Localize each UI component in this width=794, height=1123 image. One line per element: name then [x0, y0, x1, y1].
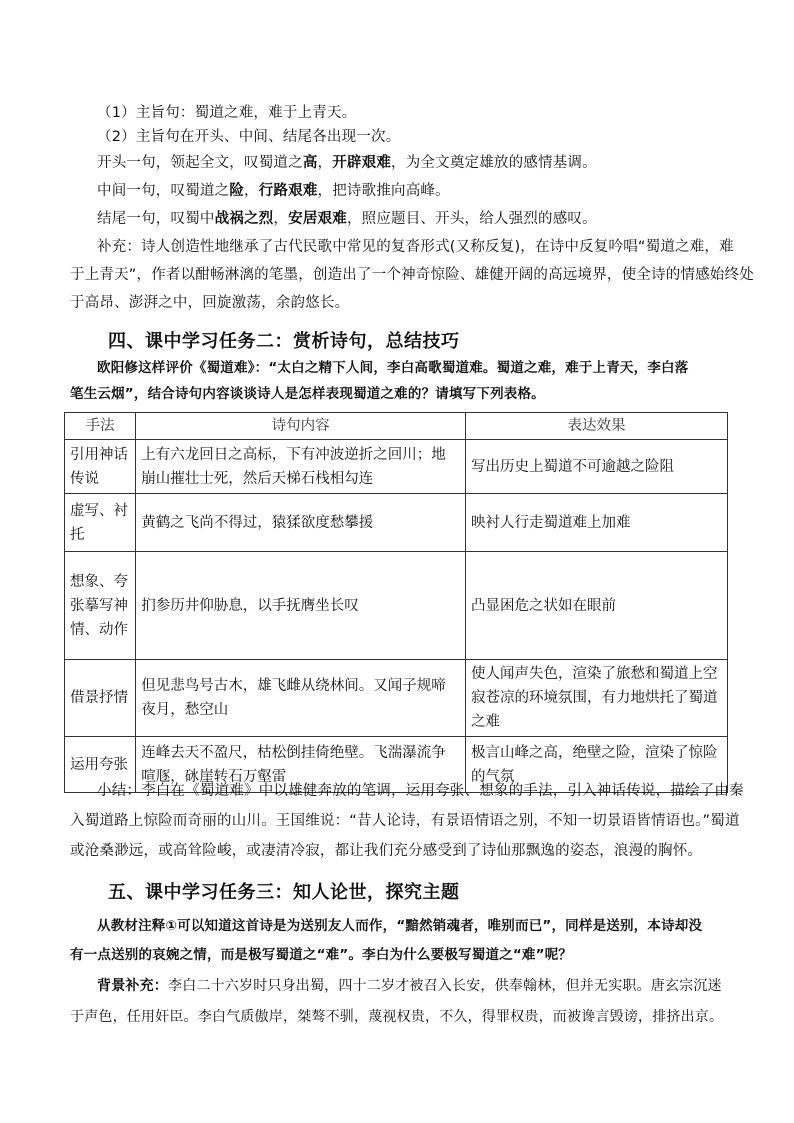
row-method: 虚写、衬托 [65, 494, 136, 552]
summary-line-3: 或沧桑渺远，或高耸险峻，或凄清冷寂，都让我们充分感受到了诗仙那飘逸的姿态，浪漫的胸怀。 [70, 843, 703, 859]
row-content: 但见悲鸟号古木，雄飞雌从绕林间。又闻子规啼夜月，愁空山 [136, 660, 466, 737]
supplement-line-3: 于高昂、澎湃之中，回旋激荡，余韵悠长。 [70, 295, 350, 311]
section-four-intro-2: 笔生云烟”，结合诗句内容谈谈诗人是怎样表现蜀道之难的？请填写下列表格。 [70, 386, 545, 402]
ending-sentence: 结尾一句，叹蜀中战祸之烈，安居艰难，照应题目、开头，给人强烈的感叹。 [97, 211, 597, 227]
row-method: 借景抒情 [65, 660, 136, 737]
row-content: 连峰去天不盈尺，枯松倒挂倚绝壁。飞湍瀑流争喧豗，砯崖转石万壑雷 [136, 737, 466, 793]
table-row [65, 660, 728, 737]
row-content: 黄鹤之飞尚不得过，猿猱欲度愁攀援 [136, 494, 466, 552]
background-line-2: 于声色，任用奸臣。李白气质傲岸，桀骜不驯，蔑视权贵，不久，得罪权贵，而被谗言毁谤，排挤出京。 [70, 1009, 724, 1025]
techniques-table [64, 412, 728, 793]
row-effect: 使人闻声失色，渲染了旅愁和蜀道上空寂苍凉的环境氛围，有力地烘托了蜀道之难 [465, 660, 727, 737]
section-four-intro-1: 欧阳修这样评价《蜀道难》：“太白之精下人间，李白高歌蜀道难。蜀道之难，难于上青天，李白落 [97, 360, 689, 376]
supplement-line-1: 补充：诗人创造性地继承了古代民歌中常见的复沓形式(又称反复)，在诗中反复吟唱“蜀道之难，难 [97, 239, 734, 255]
section-five-heading: 五、课中学习任务三：知人论世，探究主题 [108, 882, 460, 903]
row-effect: 映衬人行走蜀道难上加难 [465, 494, 727, 552]
theme-sentence-2: （2）主旨句在开头、中间、结尾各出现一次。 [97, 129, 401, 145]
table-row [65, 440, 728, 494]
header-effect: 表达效果 [465, 413, 727, 440]
row-method: 运用夸张 [65, 737, 136, 793]
table-row [65, 552, 728, 660]
row-effect: 写出历史上蜀道不可逾越之险阻 [465, 440, 727, 494]
row-content: 扪参历井仰胁息，以手抚膺坐长叹 [136, 552, 466, 660]
section-five-question-2: 有一点送别的哀婉之情，而是极写蜀道之“难”。李白为什么要极写蜀道之“难”呢？ [70, 947, 573, 963]
background-line-1: 背景补充：李白二十六岁时只身出蜀，四十二岁才被召入长安，供奉翰林，但并无实职。唐玄宗沉迷 [97, 978, 722, 994]
supplement-line-2: 于上青天”，作者以酣畅淋漓的笔墨，创造出了一个神奇惊险、雄健开阔的高远境界，使全诗的情感始终处 [70, 267, 754, 283]
summary-line-2: 入蜀道路上惊险而奇丽的山川。王国维说：“昔人论诗，有景语情语之别，不知一切景语皆情语也。”蜀道 [70, 813, 740, 829]
table-row [65, 494, 728, 552]
section-four-heading: 四、课中学习任务二：赏析诗句，总结技巧 [108, 331, 460, 352]
row-content: 上有六龙回日之高标，下有冲波逆折之回川；地崩山摧壮士死，然后天梯石栈相勾连 [136, 440, 466, 494]
theme-sentence-1: （1）主旨句：蜀道之难，难于上青天。 [97, 105, 357, 121]
row-effect: 凸显困危之状如在眼前 [465, 552, 727, 660]
header-content: 诗句内容 [136, 413, 466, 440]
opening-sentence: 开头一句，领起全文，叹蜀道之高，开辟艰难，为全文奠定雄放的感情基调。 [97, 155, 597, 171]
row-effect: 极言山峰之高，绝壁之险，渲染了惊险的气氛 [465, 737, 727, 793]
header-method: 手法 [65, 413, 136, 440]
row-method: 想象、夸张摹写神情、动作 [65, 552, 136, 660]
summary-line-1: 小结：李白在《蜀道难》中以雄健奔放的笔调，运用夸张、想象的手法，引入神话传说，描绘了由秦 [97, 783, 744, 799]
middle-sentence: 中间一句，叹蜀道之险，行路艰难，把诗歌推向高峰。 [97, 183, 450, 199]
section-five-question-1: 从教材注释①可以知道这首诗是为送别友人而作，“黯然销魂者，唯别而已”，同样是送别，本诗却没 [97, 918, 703, 934]
table-header-row [65, 413, 728, 440]
row-method: 引用神话传说 [65, 440, 136, 494]
